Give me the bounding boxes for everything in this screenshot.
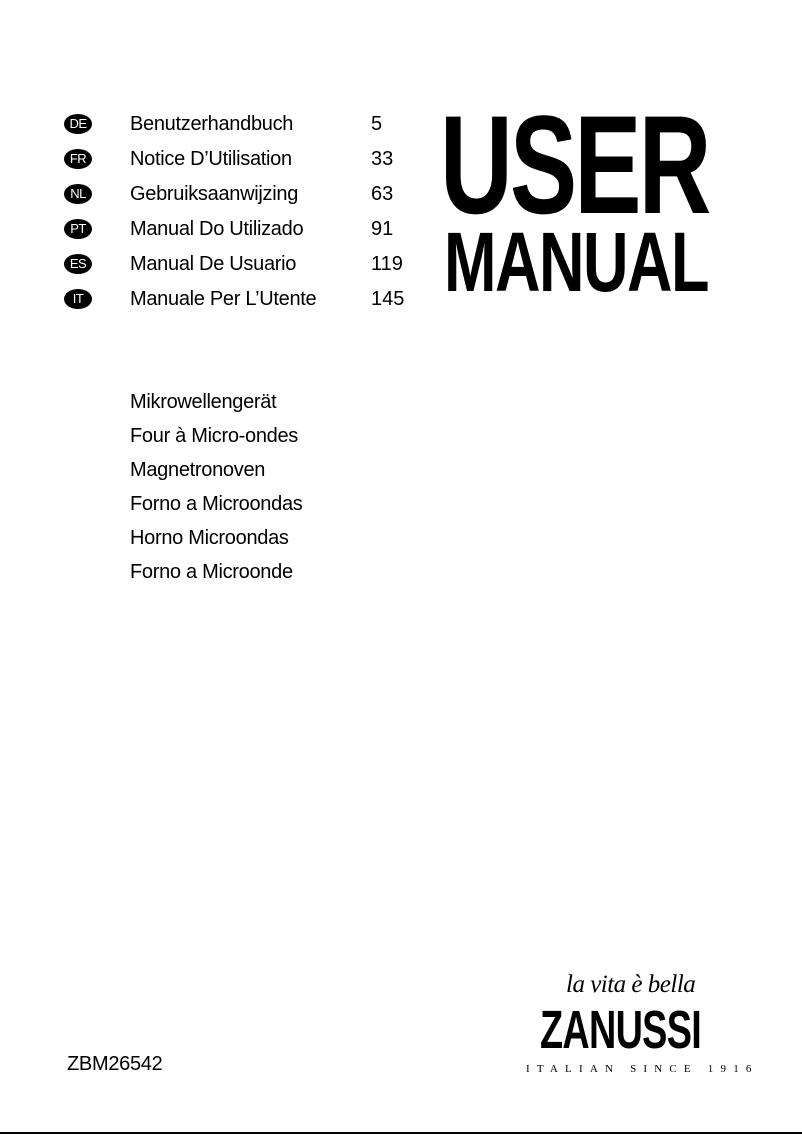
bottom-rule [0, 1132, 802, 1134]
title-manual: MANUAL [444, 215, 708, 309]
model-number: ZBM26542 [67, 1053, 163, 1075]
lang-badge-fr: FR [64, 149, 92, 169]
toc-row-fr [64, 145, 424, 180]
product-name-es: Horno Microondas [130, 527, 289, 549]
toc-row-es [64, 250, 424, 285]
toc-page-fr: 33 [371, 148, 394, 170]
toc-page-de: 5 [371, 113, 383, 135]
lang-badge-de: DE [64, 114, 92, 134]
toc-title-fr: Notice D’Utilisation [130, 148, 292, 170]
toc-page-es: 119 [371, 253, 403, 275]
toc-title-nl: Gebruiksaanwijzing [130, 183, 299, 205]
toc-row-pt [64, 215, 424, 250]
toc-row-de [64, 110, 424, 145]
toc-page-pt: 91 [371, 218, 394, 240]
language-index [64, 110, 424, 320]
lang-badge-nl: NL [64, 184, 92, 204]
product-name-de: Mikrowellengerät [130, 391, 277, 413]
brand-logo: ZANUSSI [540, 1000, 702, 1060]
toc-page-nl: 63 [371, 183, 394, 205]
lang-badge-it: IT [64, 289, 92, 309]
product-name-nl: Magnetronoven [130, 459, 266, 481]
brand-tagline: la vita è bella [566, 971, 696, 998]
product-names [130, 388, 302, 592]
toc-page-it: 145 [371, 288, 405, 310]
title-user: USER [440, 86, 709, 243]
product-name-pt: Forno a Microondas [130, 493, 303, 515]
toc-row-it [64, 285, 424, 320]
toc-row-nl [64, 180, 424, 215]
toc-title-pt: Manual Do Utilizado [130, 218, 304, 240]
toc-title-es: Manual De Usuario [130, 253, 297, 275]
toc-title-de: Benutzerhandbuch [130, 113, 294, 135]
lang-badge-pt: PT [64, 219, 92, 239]
toc-title-it: Manuale Per L’Utente [130, 288, 317, 310]
product-name-fr: Four à Micro-ondes [130, 425, 298, 447]
brand-since: ITALIAN SINCE 1916 [526, 1063, 759, 1075]
lang-badge-es: ES [64, 254, 92, 274]
product-name-it: Forno a Microonde [130, 561, 293, 583]
